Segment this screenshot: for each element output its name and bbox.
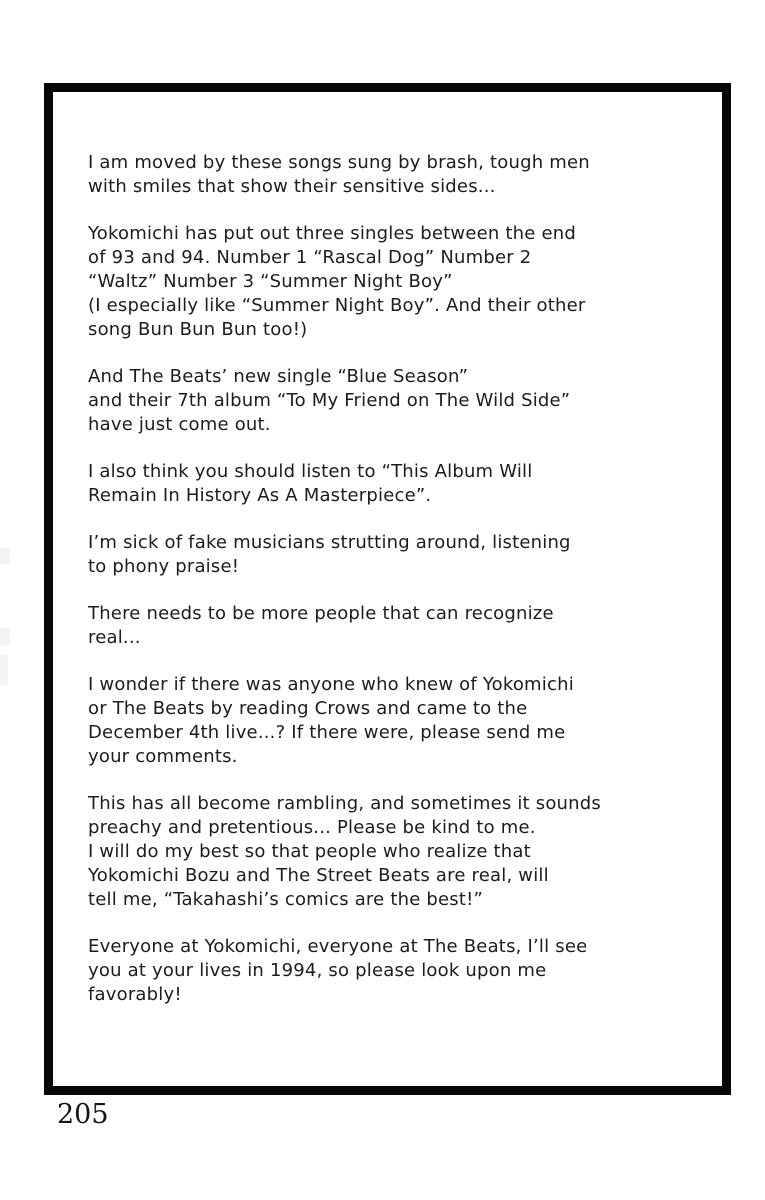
text-line: tell me, “Takahashi’s comics are the best!”	[88, 889, 484, 910]
text-line: I will do my best so that people who realize that	[88, 841, 531, 862]
text-line: favorably!	[88, 984, 182, 1005]
text-line: Remain In History As A Masterpiece”.	[88, 485, 432, 506]
text-line: I also think you should listen to “This Album Will	[88, 461, 533, 482]
text-line: or The Beats by reading Crows and came to the	[88, 698, 528, 719]
text-line: There needs to be more people that can recognize	[88, 603, 554, 624]
text-line: December 4th live...? If there were, please send me	[88, 722, 566, 743]
text-line: This has all become rambling, and sometimes it sounds	[88, 793, 601, 814]
text-line: I’m sick of fake musicians strutting around, listening	[88, 532, 571, 553]
afterword-paragraph	[88, 460, 708, 508]
scan-smudge	[0, 655, 8, 685]
afterword-paragraph	[88, 365, 708, 437]
text-line: preachy and pretentious... Please be kind to me.	[88, 817, 536, 838]
text-line: Yokomichi has put out three singles between the end	[88, 223, 576, 244]
text-line: you at your lives in 1994, so please look upon me	[88, 960, 547, 981]
scan-smudge	[0, 628, 10, 646]
text-line: have just come out.	[88, 414, 271, 435]
afterword-frame	[44, 83, 731, 1095]
text-line: I am moved by these songs sung by brash, tough men	[88, 152, 590, 173]
text-line: song Bun Bun Bun too!)	[88, 319, 308, 340]
text-line: with smiles that show their sensitive sides...	[88, 176, 496, 197]
text-line: of 93 and 94. Number 1 “Rascal Dog” Number 2	[88, 247, 532, 268]
afterword-paragraph	[88, 673, 708, 769]
page-number: 205	[57, 1099, 109, 1130]
text-line: and their 7th album “To My Friend on The Wild Side”	[88, 390, 571, 411]
text-line: “Waltz” Number 3 “Summer Night Boy”	[88, 271, 453, 292]
text-line: your comments.	[88, 746, 238, 767]
scan-smudge	[0, 548, 10, 564]
text-line: real...	[88, 627, 141, 648]
afterword-paragraph	[88, 935, 708, 1007]
text-line: to phony praise!	[88, 556, 240, 577]
text-line: Everyone at Yokomichi, everyone at The Beats, I’ll see	[88, 936, 588, 957]
afterword-paragraph	[88, 792, 708, 912]
afterword-paragraph	[88, 602, 708, 650]
text-line: I wonder if there was anyone who knew of Yokomichi	[88, 674, 574, 695]
afterword-paragraph	[88, 222, 708, 342]
afterword-text	[88, 151, 708, 1030]
text-line: Yokomichi Bozu and The Street Beats are real, will	[88, 865, 549, 886]
text-line: (I especially like “Summer Night Boy”. And their other	[88, 295, 586, 316]
text-line: And The Beats’ new single “Blue Season”	[88, 366, 469, 387]
afterword-paragraph	[88, 151, 708, 199]
afterword-paragraph	[88, 531, 708, 579]
